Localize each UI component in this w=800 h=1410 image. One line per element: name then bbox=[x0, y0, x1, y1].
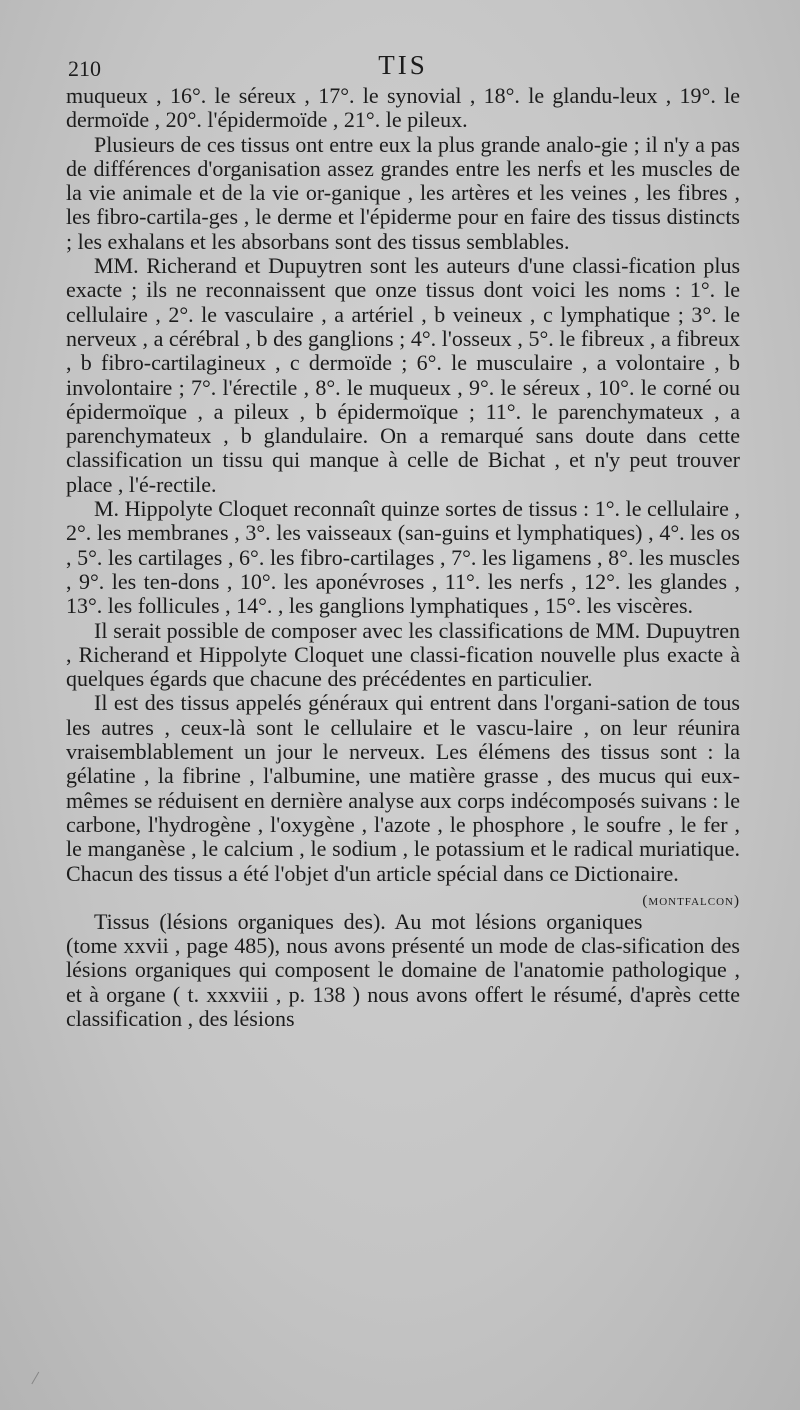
paragraph-richerand-dupuytren: MM. Richerand et Dupuytren sont les auteurs d'une classi-fication plus exacte ; ils ne reconnaissent que onze tissus dont voici les noms : 1°. le cellulaire , 2°. le vasculaire , a artériel , b veineux , c lymphatique ; 3°. le nerveux , a cérébral , b des ganglions ; 4°. l'osseux , 5°. le fibreux , a fibreux , b fibro-cartilagineux , c dermoïde ; 6°. le musculaire , a volontaire , b involontaire ; 7°. l'érectile , 8°. le muqueux , 9°. le séreux , 10°. le corné ou épidermoïque , a pileux , b épidermoïque ; 11°. le parenchymateux , a parenchymateux , b glandulaire. On a remarqué sans doute dans cette classification un tissu qui manque à celle de Bichat , et n'y peut trouver place , l'é-rectile. bbox=[66, 253, 740, 497]
paragraph-general-tissues: Il est des tissus appelés généraux qui entrent dans l'organi-sation de tous les autres , ceux-là sont le cellulaire et le vascu-laire , on leur réunira vraisemblablement un jour le nerveux. Les élémens des tissus sont : la gélatine , la fibrine , l'albumine, une matière grasse , des mucus qui eux-mêmes se réduisent en dernière analyse aux corps indécomposés suivans : le carbone, l'hydrogène , l'oxygène , l'azote , le phosphore , le soufre , le fer , le manganèse , le calcium , le sodium , le potassium et le radical muriatique. Chacun des tissus a été l'objet d'un article spécial dans ce Dictionaire. bbox=[66, 690, 740, 886]
pencil-mark bbox=[31, 1372, 49, 1391]
page-header bbox=[68, 50, 738, 84]
author-signature: (montfalcon) bbox=[642, 892, 740, 909]
paragraph-cloquet: M. Hippolyte Cloquet reconnaît quinze sortes de tissus : 1°. le cellulaire , 2°. les membranes , 3°. les vaisseaux (san-guins et lymphatiques) , 4°. les os , 5°. les cartilages , 6°. les fibro-cartilages , 7°. les ligamens , 8°. les muscles , 9°. les ten-dons , 10°. les aponévroses , 11°. les nerfs , 12°. les glandes , 13°. les follicules , 14°. , les ganglions lymphatiques , 15°. les viscères. bbox=[66, 496, 740, 619]
signature-line bbox=[66, 886, 740, 910]
paragraph-continuation: muqueux , 16°. le séreux , 17°. le synovial , 18°. le glandu-leux , 19°. le dermoïde , 20°. l'épidermoïde , 21°. le pileux. bbox=[66, 83, 740, 133]
paragraph-combined-classification: Il serait possible de composer avec les classifications de MM. Dupuytren , Richerand et Hippolyte Cloquet une classi-fication nouvelle plus exacte à quelques égards que chacune des précédentes en particulier. bbox=[66, 617, 740, 692]
paragraph-analogies: Plusieurs de ces tissus ont entre eux la plus grande analo-gie ; il n'y a pas de différences d'organisation assez grandes entre les nerfs et les muscles de la vie animale et de la vie or-ganique , les artères et les veines , les fibres , les fibro-cartila-ges , le derme et l'épiderme pour en faire des tissus distincts ; les exhalans et les absorbans sont des tissus semblables. bbox=[66, 131, 740, 254]
paragraph-organic-lesions: Tissus (lésions organiques des). Au mot lésions organiques (tome xxvii , page 485), nous avons présenté un mode de clas-sification des lésions organiques qui composent le domaine de l'anatomie pathologique , et à organe ( t. xxxviii , p. 138 ) nous avons offert le résumé, d'après cette classification , des lésions bbox=[66, 908, 740, 1031]
page-number: 210 bbox=[68, 56, 101, 81]
running-head: TIS bbox=[378, 50, 428, 80]
body-text bbox=[66, 84, 740, 1031]
